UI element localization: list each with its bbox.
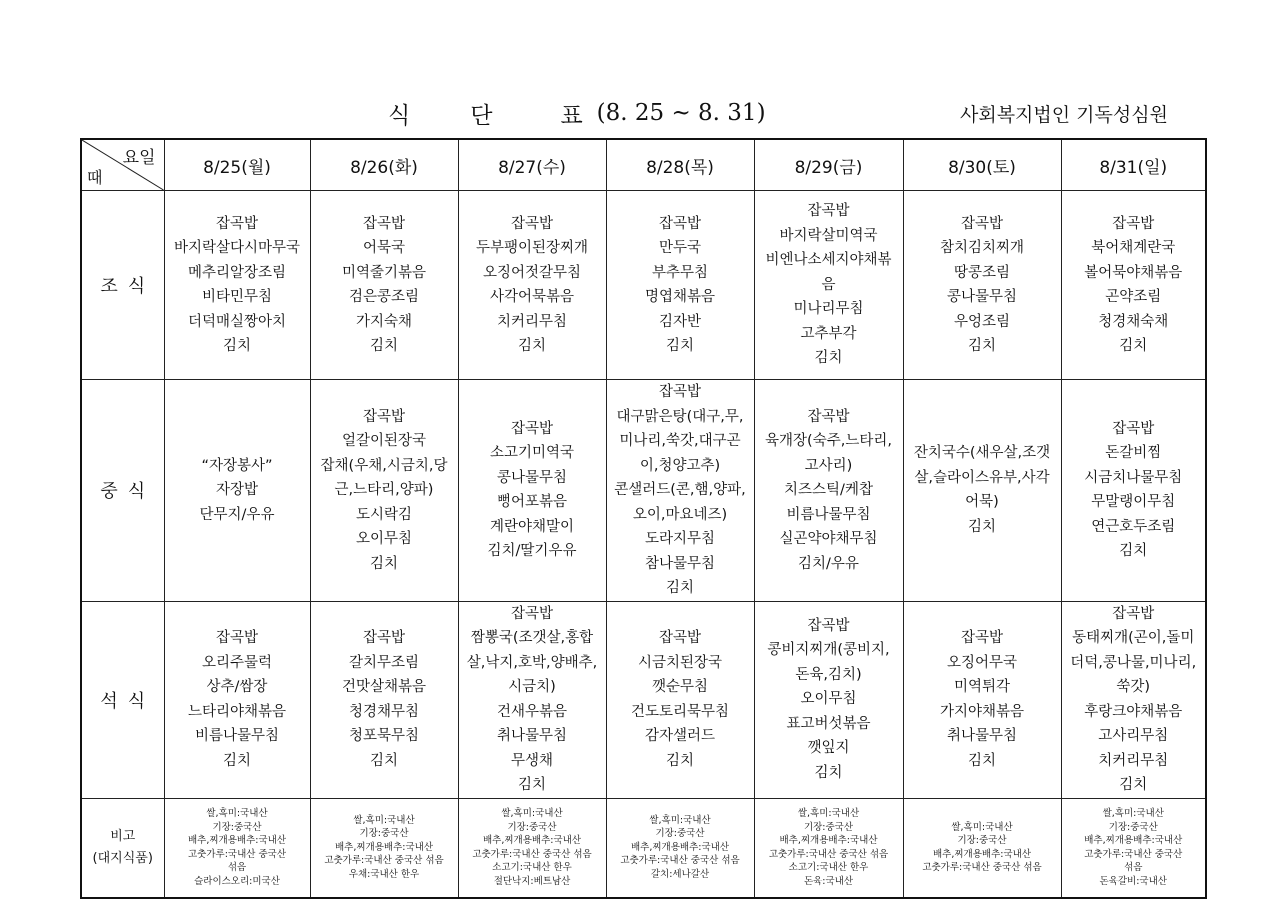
menu-item: 돈갈비찜	[1105, 445, 1162, 462]
menu-item: 땅콩조림	[953, 264, 1011, 281]
menu-item: 무말랭이무침	[1091, 494, 1176, 511]
menu-item: 비엔나소세지야채볶	[765, 252, 892, 269]
origin-item: 절단낙지:베트남산	[493, 875, 571, 887]
menu-item: 더덕매실짱아치	[187, 313, 287, 330]
menu-item: 미역줄기볶음	[341, 264, 427, 281]
menu-item: 청경채숙채	[1098, 313, 1169, 330]
menu-item: 김치	[222, 338, 251, 354]
origin-item: 쌀,흑미:국내산	[1102, 808, 1164, 819]
menu-item: 이,청양고추)	[639, 457, 721, 474]
menu-item: 오징어젓갈무침	[482, 264, 582, 281]
menu-cell	[458, 380, 606, 602]
menu-item: 시금치)	[508, 679, 556, 695]
origin-item: 기장:중국산	[1108, 821, 1158, 833]
menu-item: 잡곡밥	[510, 420, 554, 437]
menu-item: 가지야채볶음	[939, 703, 1025, 720]
menu-cell	[310, 380, 458, 602]
menu-cell	[903, 380, 1061, 602]
menu-cell	[754, 380, 903, 602]
menu-item: 건새우볶음	[496, 703, 568, 720]
menu-item: 김치	[222, 752, 251, 769]
menu-item: 잡곡밥	[658, 215, 702, 232]
origin-item: 고춧가루:국내산 중국산 섞음	[324, 855, 444, 867]
meal-name-dinner: 석식	[81, 601, 164, 798]
meal-label: 때	[87, 168, 103, 187]
menu-item: 김치/우유	[798, 555, 859, 572]
menu-item: 김치	[814, 350, 843, 367]
menu-item: 콘샐러드(콘,햄,양파,	[614, 482, 746, 498]
menu-item: 소고기미역국	[489, 445, 575, 462]
meal-name-lunch: 중식	[81, 380, 164, 602]
menu-item: 사각어묵볶음	[489, 289, 575, 305]
menu-item: 짬뽕국(조갯살,홍합	[470, 630, 594, 646]
menu-item: 음	[821, 276, 836, 293]
menu-item: 도라지무침	[644, 531, 716, 547]
origin-cell	[458, 798, 606, 898]
menu-item: 치즈스틱/케찹	[784, 482, 873, 498]
header-row	[81, 139, 1206, 191]
origin-item: 기장:중국산	[359, 828, 409, 840]
origin-item: 우채:국내산 한우	[348, 868, 420, 880]
menu-item: 치커리무침	[1098, 752, 1169, 769]
origin-item: 쌀,흑미:국내산	[501, 808, 563, 819]
origin-item: 고춧가루:국내산 중국산	[188, 848, 286, 860]
menu-item: 만두국	[658, 240, 702, 256]
menu-item: 취나물무침	[496, 728, 568, 744]
dinner-row	[81, 601, 1206, 798]
menu-item: 김치	[665, 752, 694, 769]
menu-item: 상추/쌈장	[206, 679, 268, 695]
menu-item: 잡곡밥	[1112, 605, 1155, 622]
menu-item: 건도토리묵무침	[630, 703, 730, 720]
title-char-3: 표	[560, 102, 583, 129]
menu-item: 느타리야채볶음	[187, 703, 287, 720]
menu-item: 바지락살다시마무국	[173, 240, 301, 256]
menu-item: 잡곡밥	[960, 215, 1004, 232]
origin-item: 소고기:국내산 한우	[788, 862, 869, 873]
notes-label-cell	[81, 798, 164, 898]
origin-item: 배추,찌개용배추:국내산	[779, 835, 878, 846]
menu-item: 잡곡밥	[807, 203, 850, 220]
origin-cell	[903, 798, 1061, 898]
menu-item: 잡곡밥	[510, 215, 554, 232]
origin-item: 고춧가루:국내산 중국산 섞음	[620, 855, 740, 867]
menu-item: 김치/딸기우유	[487, 543, 577, 560]
menu-item: 치커리무침	[496, 313, 568, 330]
origin-item: 쌀,흑미:국내산	[206, 808, 268, 819]
title-char-1: 식	[388, 102, 411, 129]
menu-item: 계란야채말이	[489, 518, 575, 535]
menu-item: 후랑크야채볶음	[1084, 703, 1183, 720]
menu-item: “자장봉사”	[201, 457, 273, 474]
menu-item: 얼갈이된장국	[341, 433, 427, 449]
menu-cell	[606, 191, 754, 380]
menu-cell	[164, 380, 310, 602]
day-header-cell: 8/26(화)	[310, 139, 458, 191]
menu-item: 잡곡밥	[362, 215, 406, 232]
menu-cell	[164, 191, 310, 380]
menu-item: 깻잎지	[807, 740, 850, 757]
origin-item: 기장:중국산	[507, 821, 557, 833]
day-header-cell: 8/25(월)	[164, 139, 310, 191]
menu-item: 미나리무침	[793, 301, 864, 318]
menu-item: 살,낙지,호박,양배추,	[466, 654, 598, 671]
menu-item: 참치김치찌개	[939, 240, 1025, 256]
menu-cell	[1061, 601, 1206, 798]
origin-item: 배추,찌개용배추:국내산	[188, 835, 286, 846]
origin-item: 기장:중국산	[212, 821, 262, 833]
notes-label: 비고	[110, 828, 136, 844]
origin-cell	[1061, 798, 1206, 898]
menu-item: 갈치무조림	[348, 654, 420, 671]
menu-item: 오이무침	[355, 531, 413, 547]
menu-item: 표고버섯볶음	[786, 715, 871, 732]
menu-item: 김치	[814, 764, 843, 781]
origin-item: 돈육:국내산	[803, 875, 854, 887]
day-header-cell: 8/28(목)	[606, 139, 754, 191]
menu-item: 육개장(숙주,느타리,	[765, 433, 892, 449]
menu-item: 살,슬라이스유부,사각	[914, 469, 1050, 486]
origin-item: 섞음	[227, 862, 247, 873]
menu-item: 김치	[967, 752, 996, 769]
title-char-2: 단	[470, 102, 493, 129]
origin-item: 배추,찌개용배추:국내산	[1084, 835, 1183, 846]
origin-item: 쌀,흑미:국내산	[797, 808, 860, 819]
menu-item: 청경채무침	[348, 703, 420, 720]
menu-cell	[310, 601, 458, 798]
menu-cell	[1061, 191, 1206, 380]
origin-item: 기장:중국산	[655, 828, 705, 840]
menu-item: 잡곡밥	[1112, 420, 1155, 437]
menu-cell	[606, 601, 754, 798]
menu-item: 참나물무침	[644, 555, 716, 572]
corner-header-cell	[81, 139, 164, 191]
menu-item: 김치	[369, 752, 398, 769]
origin-item: 소고기:국내산 한우	[492, 862, 572, 873]
menu-item: 검은콩조림	[348, 289, 420, 305]
menu-item: 뻥어포볶음	[496, 494, 568, 511]
day-header-cell: 8/29(금)	[754, 139, 903, 191]
menu-cell	[458, 601, 606, 798]
origin-item: 쌀,흑미:국내산	[951, 821, 1013, 833]
origin-item: 돈육갈비:국내산	[1099, 875, 1167, 887]
notes-row	[81, 798, 1206, 898]
origin-cell	[606, 798, 754, 898]
menu-item: 명엽채볶음	[644, 289, 716, 305]
menu-item: 곤약조림	[1105, 289, 1162, 305]
menu-item: 잡곡밥	[215, 215, 259, 232]
menu-cell	[903, 191, 1061, 380]
menu-item: 잡곡밥	[362, 408, 406, 425]
menu-item: 김치	[369, 555, 398, 572]
origin-item: 슬라이스오리:미국산	[194, 875, 280, 887]
menu-item: 볼어묵야채볶음	[1084, 264, 1183, 281]
menu-item: 잡곡밥	[1112, 215, 1155, 232]
menu-item: 연근호두조림	[1091, 518, 1176, 535]
menu-item: 오징어무국	[946, 654, 1018, 671]
origin-item: 배추,찌개용배추:국내산	[335, 841, 433, 853]
menu-item: 비름나물무침	[786, 506, 871, 523]
menu-item: 김치	[1119, 338, 1148, 354]
menu-item: 김자반	[658, 313, 702, 330]
menu-item: 오이,마요네즈)	[632, 506, 728, 523]
menu-item: 오이무침	[800, 691, 857, 708]
menu-item: 김치	[967, 338, 996, 354]
origin-item: 배추,찌개용배추:국내산	[483, 835, 581, 846]
menu-item: 북어채계란국	[1091, 240, 1176, 256]
notes-supplier: (대지식품)	[92, 850, 153, 866]
menu-item: 김치	[665, 580, 694, 596]
origin-item: 고춧가루:국내산 중국산 섞음	[768, 848, 889, 860]
menu-item: 자장밥	[215, 482, 259, 498]
lunch-row	[81, 380, 1206, 602]
menu-item: 메추리알장조림	[187, 264, 287, 281]
origin-item: 고춧가루:국내산 중국산 섞음	[922, 862, 1042, 873]
origin-item: 배추,찌개용배추:국내산	[933, 848, 1031, 860]
menu-item: 동태찌개(곤이,돌미	[1072, 630, 1195, 646]
menu-cell	[903, 601, 1061, 798]
menu-cell	[164, 601, 310, 798]
menu-item: 부추무침	[651, 264, 709, 281]
menu-item: 잡곡밥	[658, 630, 702, 646]
day-header-cell: 8/31(일)	[1061, 139, 1206, 191]
menu-item: 비타민무침	[201, 289, 273, 305]
menu-item: 잡곡밥	[510, 605, 554, 622]
menu-item: 쑥갓)	[1116, 679, 1151, 695]
menu-item: 미역튀각	[953, 679, 1011, 695]
menu-item: 잡곡밥	[658, 384, 702, 400]
menu-item: 도시락김	[355, 506, 413, 523]
origin-item: 갈치:세나갈산	[650, 868, 710, 880]
menu-item: 시금치나물무침	[1084, 469, 1183, 486]
menu-item: 근,느타리,양파)	[334, 482, 434, 498]
menu-item: 두부팽이된장찌개	[475, 240, 589, 256]
origin-item: 기장:중국산	[957, 835, 1007, 846]
menu-item: 잡곡밥	[215, 630, 259, 646]
menu-item: 단무지/우유	[199, 506, 275, 523]
origin-item: 섞음	[1124, 862, 1143, 873]
menu-item: 더덕,콩나물,미나리,	[1070, 654, 1197, 671]
menu-item: 김치	[967, 518, 996, 535]
menu-cell	[754, 601, 903, 798]
menu-item: 어묵)	[965, 494, 999, 511]
menu-item: 잡곡밥	[807, 408, 850, 425]
menu-item: 감자샐러드	[644, 728, 716, 744]
menu-item: 김치	[1119, 777, 1148, 793]
menu-item: 취나물무침	[946, 728, 1018, 744]
origin-item: 쌀,흑미:국내산	[353, 814, 415, 826]
origin-item: 기장:중국산	[803, 821, 854, 833]
menu-item: 대구맑은탕(대구,무,	[616, 408, 744, 425]
day-label: 요일	[122, 148, 156, 168]
menu-item: 건맛살채볶음	[341, 679, 427, 695]
breakfast-row	[81, 191, 1206, 380]
menu-item: 실곤약야채무침	[779, 531, 878, 547]
menu-item: 김치	[665, 338, 694, 354]
day-header-cell: 8/27(수)	[458, 139, 606, 191]
meal-name-breakfast: 조식	[81, 191, 164, 380]
menu-item: 가지숙채	[355, 313, 413, 330]
origin-cell	[754, 798, 903, 898]
menu-item: 고사리)	[804, 457, 853, 474]
menu-item: 잡곡밥	[960, 630, 1004, 646]
origin-cell	[164, 798, 310, 898]
organization-name: 사회복지법인 기독성심원	[960, 104, 1168, 126]
weekly-menu-table	[80, 138, 1207, 899]
menu-item: 비름나물무침	[194, 728, 280, 744]
menu-item: 잡곡밥	[362, 630, 406, 646]
menu-item: 잡채(우채,시금치,당	[320, 457, 448, 474]
menu-item: 미나리,쑥갓,대구곤	[619, 433, 741, 449]
menu-item: 시금치된장국	[637, 654, 723, 671]
menu-item: 잔치국수(새우살,조갯	[913, 445, 1051, 462]
menu-cell	[754, 191, 903, 380]
menu-item: 잡곡밥	[807, 617, 850, 634]
menu-item: 김치	[369, 338, 398, 354]
origin-cell	[310, 798, 458, 898]
menu-item: 김치	[1119, 543, 1148, 560]
menu-cell	[1061, 380, 1206, 602]
menu-item: 고추부각	[800, 325, 857, 342]
menu-item: 깻순무침	[651, 679, 709, 695]
menu-item: 김치	[517, 777, 546, 793]
day-header-cell: 8/30(토)	[903, 139, 1061, 191]
menu-item: 콩나물무침	[496, 469, 568, 486]
menu-item: 돈육,김치)	[795, 666, 862, 683]
origin-item: 쌀,흑미:국내산	[649, 814, 711, 826]
menu-item: 무생채	[510, 752, 554, 769]
menu-cell	[310, 191, 458, 380]
menu-item: 고사리무침	[1098, 728, 1169, 744]
menu-item: 바지락살미역국	[779, 227, 878, 244]
menu-item: 김치	[517, 338, 546, 354]
title-period: (8. 25 ~ 8. 31)	[596, 100, 766, 126]
menu-cell	[606, 380, 754, 602]
menu-item: 오리주물럭	[201, 654, 273, 671]
menu-item: 콩나물무침	[946, 289, 1018, 305]
menu-item: 우엉조림	[953, 313, 1011, 330]
menu-item: 청포묵무침	[348, 728, 420, 744]
origin-item: 배추,찌개용배추:국내산	[631, 841, 729, 853]
menu-item: 콩비지찌개(콩비지,	[767, 642, 890, 659]
page-title	[388, 95, 848, 131]
origin-item: 고춧가루:국내산 중국산 섞음	[472, 848, 592, 860]
menu-cell	[458, 191, 606, 380]
origin-item: 고춧가루:국내산 중국산	[1084, 848, 1183, 860]
menu-item: 어묵국	[362, 240, 406, 256]
